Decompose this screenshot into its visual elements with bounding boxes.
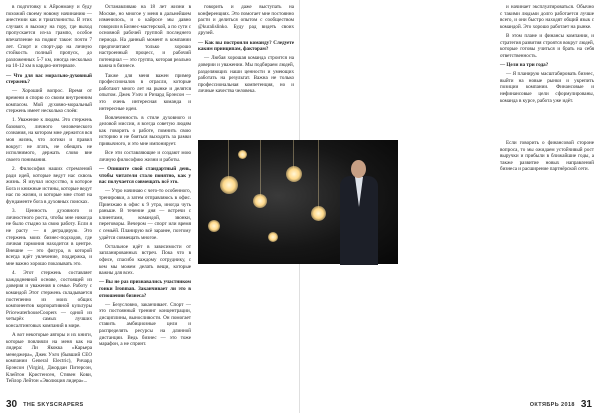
paragraph: — Хороший вопрос. Время от времени я спорю со своим внутренним компасом. Мой духовно-моральный стержень имеет несколько слоёв: bbox=[6, 88, 92, 115]
left-column-3 bbox=[198, 4, 294, 134]
paragraph: А вот некоторые авторы и их книги, которые повлияли на меня как на лидера: Ли Якокка «Карьера менеджера», Джек Уэлч (бывший CEO компании General Electric), Ричард Брэнсон (Virgin), Джордан Питерсон, Клейтон Кристенсен, Стивен Кови, Тейлор Лейтон «Эволюция лидера»... bbox=[6, 332, 92, 385]
interview-question: — Опишите свой стандартный день, чтобы читатели стало понятно, как у вас получается совмещать всё это. bbox=[99, 166, 191, 186]
paragraph: Останавливаю на 18 лет жизни в Москве, но многое у меня в дальнейшем изменилось, и о кайросе мы давно говорили в Бизнес-мастерской, а по сути с основной рабочей группой последнего периода. На данный момент в компании предпочитают только хорошо настроенный процесс, и рабочий потенциал — это группа, которая реально важна в бизнесе. bbox=[99, 4, 192, 70]
magazine-title: THE SKYSCRAPERS bbox=[23, 401, 84, 408]
paragraph: — Любая хорошая команда строится на доверии и уважении. Мы подбираем людей, разделяющих наши ценности и умеющих работать на результат. Важна не только профессиональная компетенция, но и личные качества человека. bbox=[198, 55, 294, 95]
paragraph: Если говорить о финансовой стороне вопроса, то мы ожидаем устойчивый рост выручки и прибыли в ближайшие годы, а также развитие новых направлений бизнеса и расширение партнёрской сети. bbox=[500, 140, 594, 173]
paragraph: — Утро начинаю с чего-то особенного, тренировки, а затем отправляюсь в офис. Приезжаю в офис к 9 утра, иногда чуть раньше. В течение дня — встречи с клиентами, командой, звонки, переговоры. Вечером — спорт или время с семьёй. Планирую всё заранее, поэтому удаётся совмещать многое. bbox=[99, 188, 191, 241]
paragraph: Все эти составляющие и создают мою личную философию жизни и работы. bbox=[99, 150, 191, 163]
paragraph: в подготовку к Айронману и буду похожий своему новому начинанию — анестезии как и триатлонисты. В этих случаях я выхожу на гору, где выход пропускается из-за грампо, особое впечатление на подвиг такое: почти 7 лет. Спорт и спорт-дар на личную стойкость полный пропуск, до разложенных 5-7 км, иногда несколько на 10-12 км в кардио-интервале. bbox=[6, 4, 92, 70]
left-column-2 bbox=[99, 4, 191, 374]
paragraph: 4. Этот стержень составляет каждодневной основе, состоящей из доверия и уважения в семье. Работу с командой Этот стержень складывается постепенно из моих общих компонентов корпоративной культуры PricewaterhouseCoopers — одной из четырёх самых лучших консалтинговых компаний в мире. bbox=[6, 270, 92, 329]
paragraph: 3. Ценность духовного и личностного роста, чтобы мне никогда не было стыдно за свою работу. Если я не расту — я деградирую. Это стержень моих бизнес-подходов, где личная гармония находится в центре. Внешне — это фигура, в которой всегда идёт увлечение, поддержка, и мне важно хорошо показывать это. bbox=[6, 208, 92, 267]
right-footer bbox=[530, 399, 592, 410]
paragraph: В этом плане и финансы компании, и стратегия развития строятся вокруг людей, которые готовы учиться и брать на себя ответственность. bbox=[500, 32, 594, 59]
paragraph: Остальное идёт в зависимости от запланированных встреч. Пока что в офисе, спасибо каждому сотруднику, с кем мы можем делать вещи, которые важны для всех. bbox=[99, 243, 191, 277]
interview-question: — Как вы построили команду? Следуете каким принципам, факторам? bbox=[198, 39, 294, 53]
paragraph: Также для меня важен пример профессионалов в отрасли, которые работают много лет на рынке и делятся опытом. Джек Уэлч и Ричард Брэнсон — это очень интересная команда и интересные идеи. bbox=[99, 72, 191, 112]
event-photo bbox=[198, 140, 398, 264]
paragraph: — Я планирую масштабировать бизнес, выйти на новые рынки и укрепить позиции компании. Финансовые и нефинансовые цели сформулированы, команда в курсе, работа уже идёт. bbox=[500, 71, 594, 104]
paragraph: 1. Уважение к людям. Это стержень базового, личного человеческого сознания, на котором мне держится вся моя жизнь, что логики и правил вокруг: не лгать, не обещать не исполнимого, держать слово вне своего понимания. bbox=[6, 117, 92, 163]
paragraph: и начинает эксплуатироваться. Обычно с такими людьми долго работается лучше всего, и они быстро находят общий язык с командой. Это хорошо работает на рынке. bbox=[500, 4, 594, 30]
right-column-2 bbox=[500, 140, 594, 260]
paragraph: 2. Философия наших стремлений ради идей, которые ведут нас сквозь жизнь. Я изучал искусство, в которое Бога и книжные истины, которые ведут нас по жизни, и которые мне стоят на фундаменте бога в духовных поисках. bbox=[6, 166, 92, 205]
paragraph: Вовлеченность в стиле духовного и деловой миссии, я всегда советую людям как говорить о работе, помнить свою историю и не бояться выходить за рамки привычного, и это мне импонирует. bbox=[99, 114, 191, 148]
paragraph: — Безусловно, заканчивает. Спорт — это постоянный тренинг концентрации, дисциплины, выносливости. Он помогает ставить амбициозные цели и распределять ресурсы на длинной дистанции. Ведь бизнес — это тоже марафон, а не спринт. bbox=[99, 301, 191, 348]
left-footer bbox=[6, 399, 84, 410]
magazine-date: ОКТЯБРЬ 2018 bbox=[529, 401, 575, 408]
page-number: 31 bbox=[580, 399, 592, 410]
interview-question: — Вы не раз признавались участником гонки Ironman. Заканчивает ли это в отношении бизнеса? bbox=[99, 279, 191, 299]
right-column-1 bbox=[500, 4, 594, 134]
page-number: 30 bbox=[6, 399, 18, 410]
speaker-figure bbox=[338, 160, 380, 265]
left-column-1 bbox=[6, 4, 92, 385]
interview-question: — Цели на три года? bbox=[500, 61, 549, 68]
paragraph: говорить и даже выступать на конференциях. Это помогает мне постоянно расти и делиться опытом с сообществом @kuralislinko. Буду рад видеть своих друзей. bbox=[198, 4, 294, 37]
interview-question: — Что для вас морально-духовный стержень? bbox=[6, 72, 92, 86]
